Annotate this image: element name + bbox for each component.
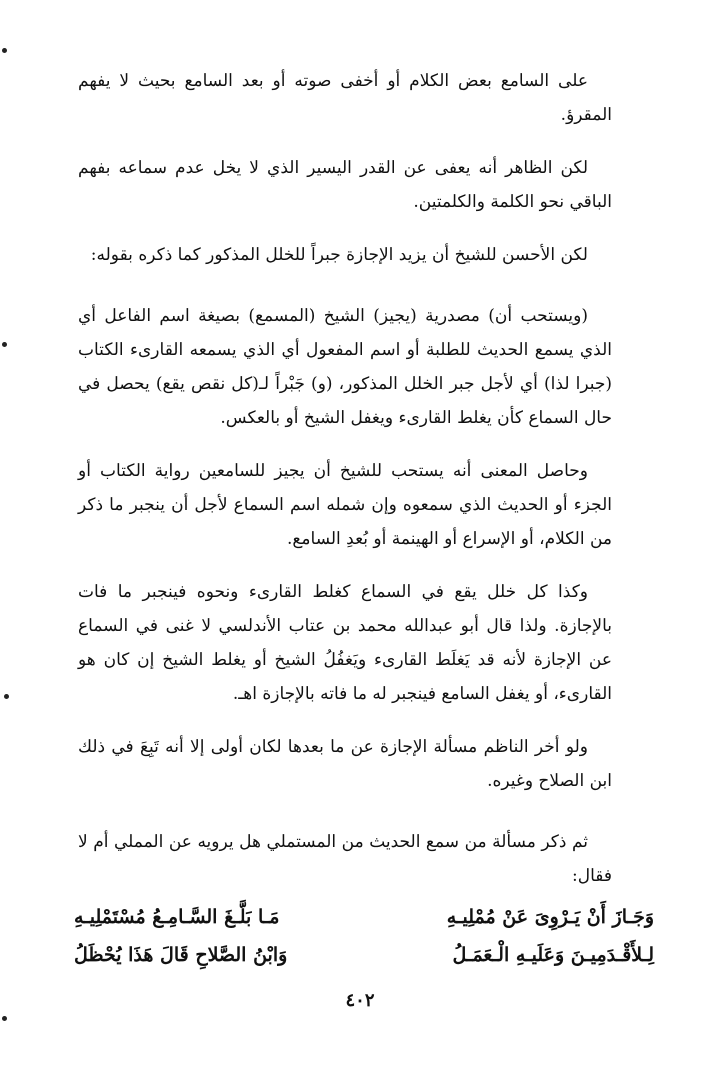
verse-line-1 <box>74 898 654 936</box>
scan-dot-mark <box>2 1016 7 1021</box>
paragraph-1: على السامع بعض الكلام أو أخفى صوته أو بعد السامع بحيث لا يفهم المقرؤ. <box>78 71 612 125</box>
verse-line-2-first-hemistich: لِـلأَقْـدَمِيـنَ وَعَلَيـهِ الْـعَمَـلُ <box>452 944 654 966</box>
scan-dot-mark <box>2 342 7 347</box>
paragraph-6: وكذا كل خلل يقع في السماع كغلط القارىء ونحوه فينجبر ما فات بالإجازة. ولذا قال أبو عبدالله محمد بن عتاب الأندلسي لا غنى في السماع عن الإجازة لأنه قد يَغلَط القارىء ويَغفُلُ الشيخ أو يغلط الشيخ إن كان هو القارىء، أو يغفل السامع فينجبر له ما فاته بالإجازة اهـ. <box>78 582 612 704</box>
verse-line-1-first-hemistich: وَجَـازَ أَنْ يَـرْوِىَ عَنْ مُمْلِيـهِ <box>446 906 654 928</box>
paragraph-5: وحاصل المعنى أنه يستحب للشيخ أن يجيز للسامعين رواية الكتاب أو الجزء أو الحديث الذي سمعوه وإن شمله اسم السماع لأجل أن ينجبر ما ذكر من الكلام، أو الإسراع أو الهينمة أو بُعدِ السامع. <box>78 461 612 549</box>
verse-line-1-second-hemistich: مَـا بَلَّـغَ السَّـامِـعُ مُسْتَمْلِيـهِ <box>74 906 280 928</box>
main-text <box>78 64 612 912</box>
paragraph-4: (ويستحب أن) مصدرية (يجيز) الشيخ (المسمع) بصيغة اسم الفاعل أي الذي يسمع الحديث للطلبة أو اسم المفعول أي الذي يسمعه القارىء الكتاب (جبرا لذا) أي لأجل جبر الخلل المذكور، (و) جَبْراً لـ(كل نقص يقع) يحصل في حال السماع كأن يغلط القارىء ويغفل الشيخ أو بالعكس. <box>78 306 612 428</box>
verse-line-2-second-hemistich: وَابْنُ الصَّلاحِ قَالَ هَذَا يُحْظَلُ <box>74 944 288 966</box>
paragraph-7: ولو أخر الناظم مسألة الإجازة عن ما بعدها لكان أولى إلا أنه تَبِعَ في ذلك ابن الصلاح وغيره. <box>78 737 612 791</box>
page-number: ٤٠٢ <box>345 990 375 1011</box>
poem-verse <box>74 898 654 974</box>
paragraph-2: لكن الظاهر أنه يعفى عن القدر اليسير الذي لا يخل عدم سماعه بفهم الباقي نحو الكلمة والكلمتين. <box>78 158 612 212</box>
scan-dot-mark <box>4 694 9 699</box>
paragraph-3: لكن الأحسن للشيخ أن يزيد الإجازة جبراً للخلل المذكور كما ذكره بقوله: <box>90 245 588 265</box>
paragraph-8: ثم ذكر مسألة من سمع الحديث من المستملي هل يرويه عن المملي أم لا فقال: <box>78 832 612 886</box>
verse-line-2 <box>74 936 654 974</box>
scan-dot-mark <box>2 48 7 53</box>
